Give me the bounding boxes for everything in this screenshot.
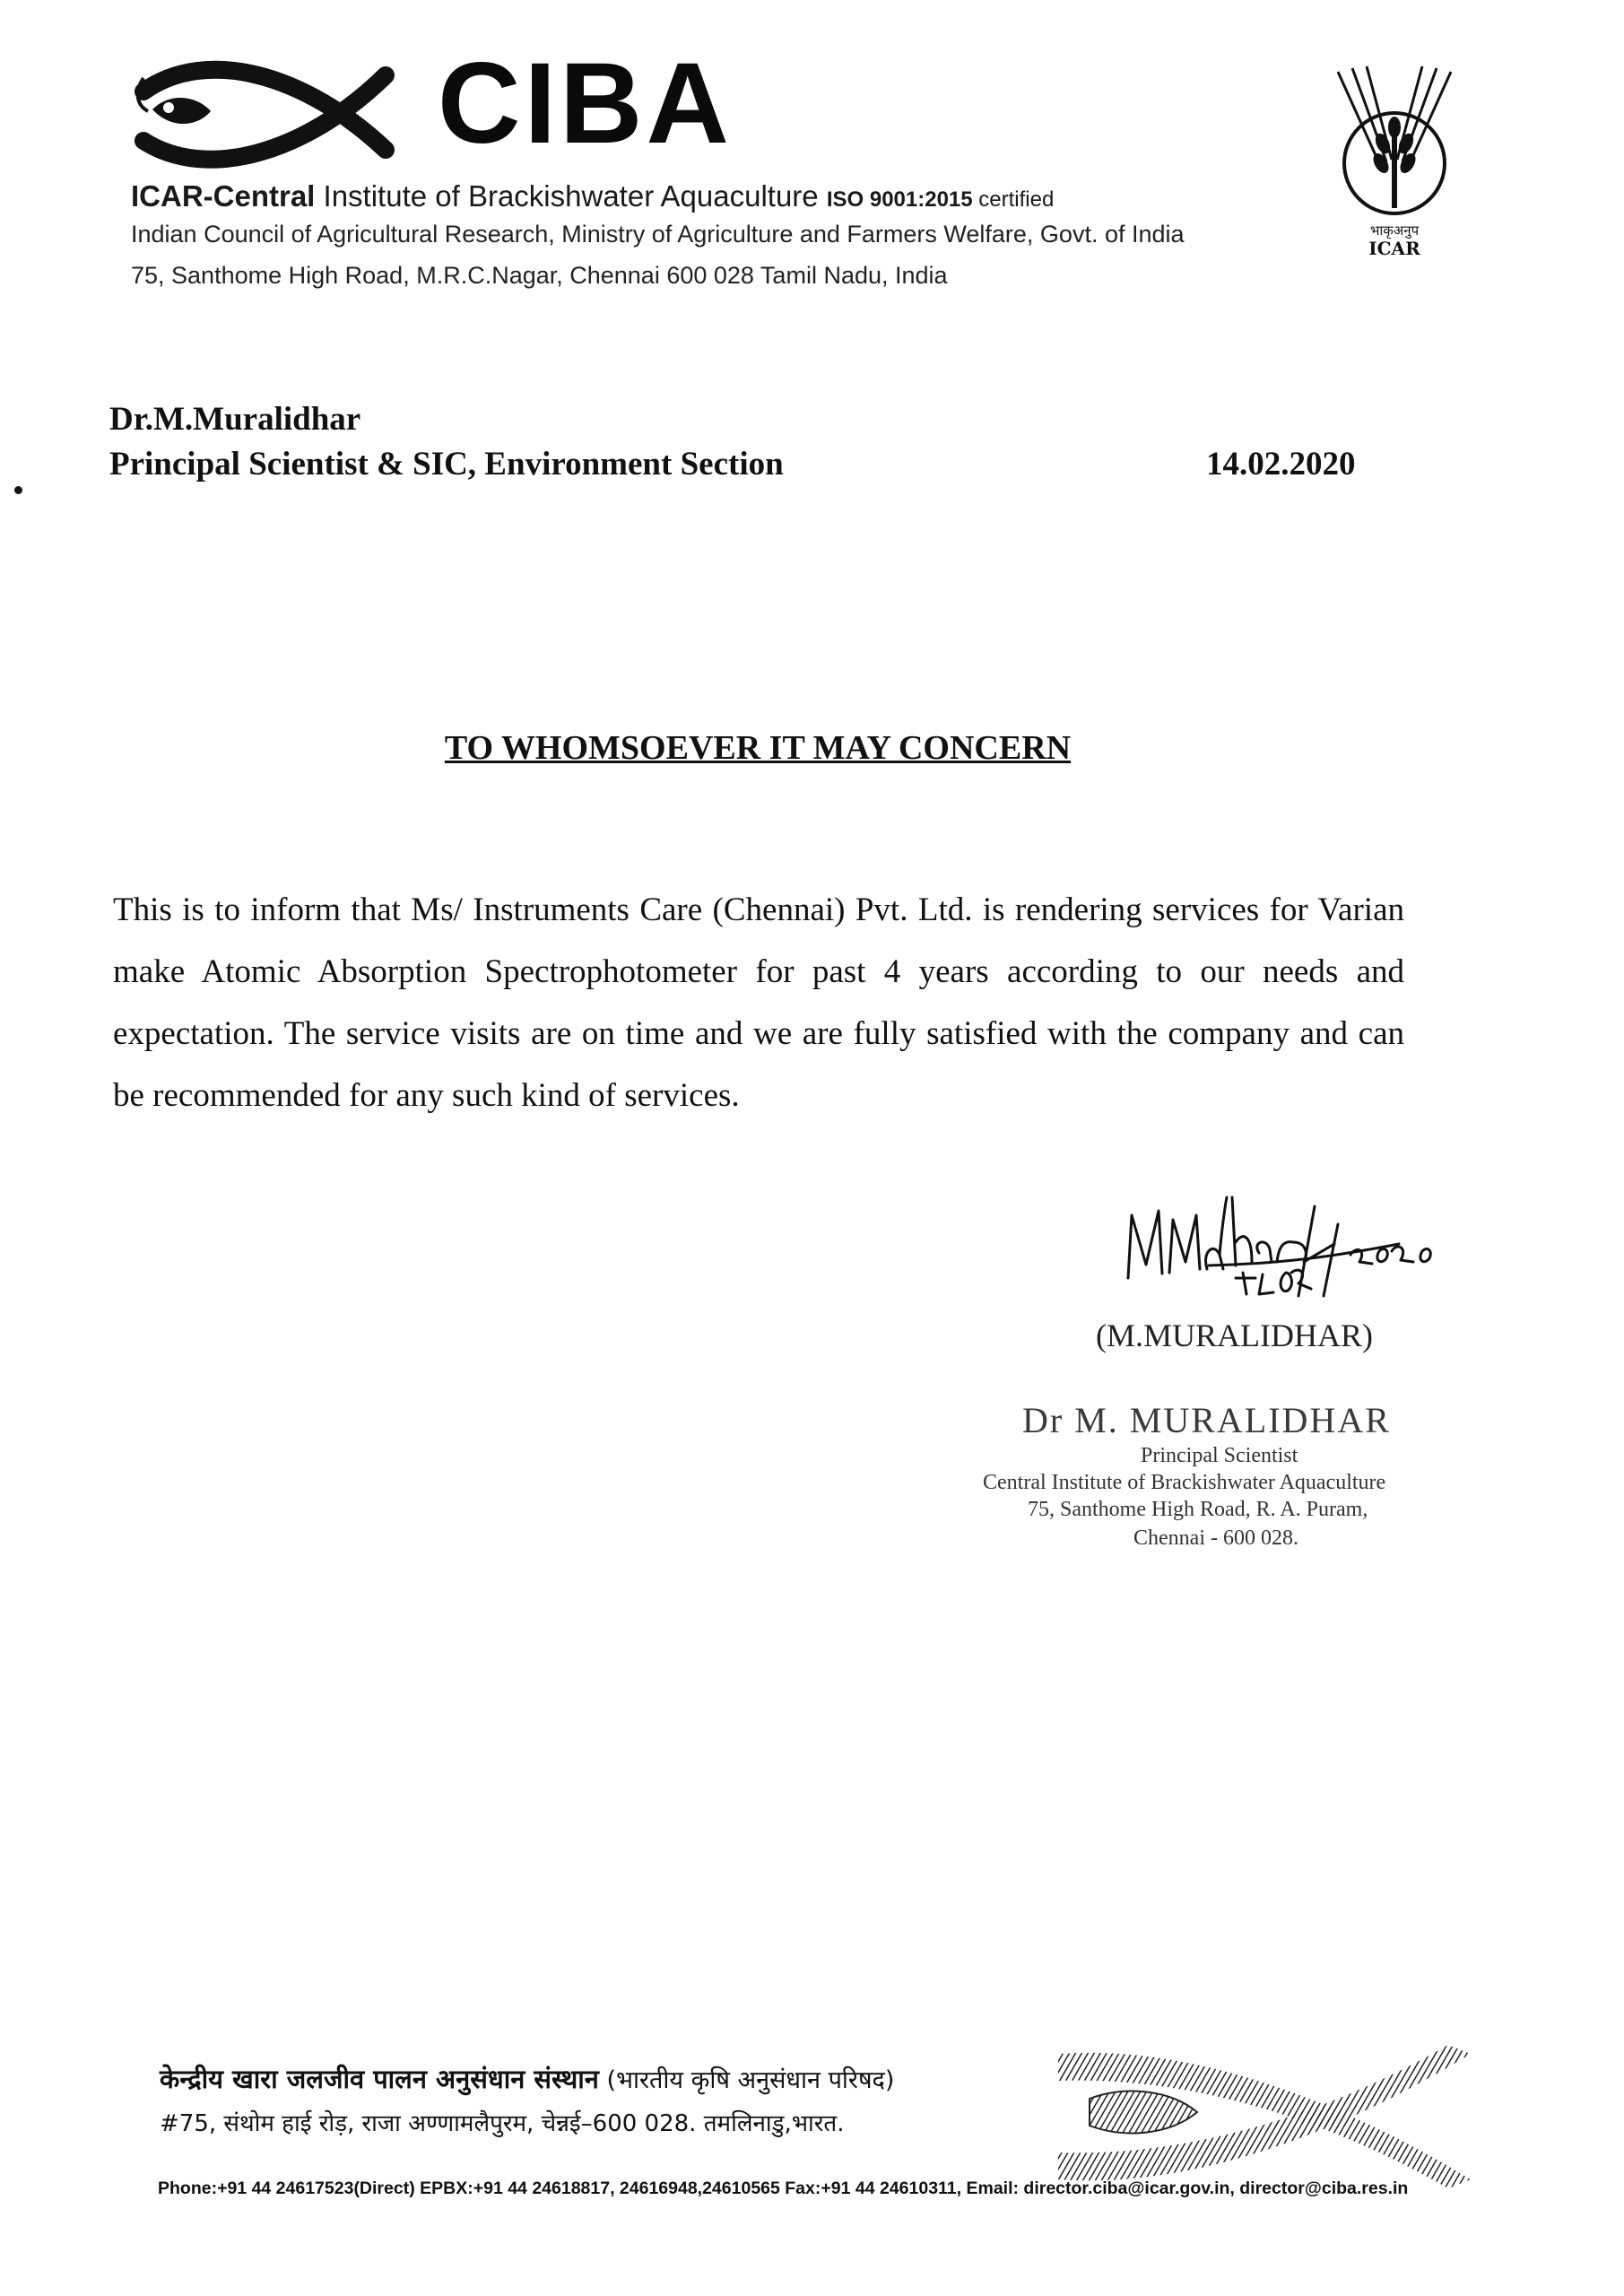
ciba-wordmark: CIBA <box>438 39 733 168</box>
ciba-fish-logo <box>126 56 395 172</box>
sender-name: Dr.M.Muralidhar <box>109 401 361 438</box>
icar-logo-hindi: भाकृअनुप <box>1369 222 1420 239</box>
footer-hindi-sub: (भारतीय कृषि अनुसंधान परिषद) <box>598 2066 895 2094</box>
stamp-city: Chennai - 600 028. <box>1133 1526 1298 1550</box>
certified-label: certified <box>972 187 1055 212</box>
sender-title: Principal Scientist & SIC, Environment Section <box>109 446 784 483</box>
institute-line <box>131 179 1054 213</box>
icar-logo-text: ICAR <box>1368 238 1420 259</box>
address-line: 75, Santhome High Road, M.R.C.Nagar, Chennai 600 028 Tamil Nadu, India <box>131 262 948 289</box>
inst-prefix: ICAR-Central <box>131 179 316 213</box>
stamp-institute: Central Institute of Brackishwater Aquaculture <box>983 1471 1386 1494</box>
footer-fish-logo <box>1054 2036 1475 2193</box>
stamp-address: 75, Santhome High Road, R. A. Puram, <box>1028 1498 1368 1521</box>
signature-printed-name: (M.MURALIDHAR) <box>1096 1318 1373 1353</box>
subject-heading: TO WHOMSOEVER IT MAY CONCERN <box>444 729 1072 767</box>
inst-name: Institute of Brackishwater Aquaculture <box>315 179 827 213</box>
handwritten-signature <box>1101 1179 1478 1323</box>
footer-hindi-name-text: केन्द्रीय खारा जलजीव पालन अनुसंधान संस्थान <box>160 2064 599 2094</box>
icar-logo <box>1327 65 1462 262</box>
stamp-name: Dr M. MURALIDHAR <box>1022 1400 1391 1440</box>
footer-hindi-name <box>160 2061 894 2096</box>
iso-label: ISO 9001:2015 <box>826 187 973 212</box>
footer-contact: Phone:+91 44 24617523(Direct) EPBX:+91 44 24618817, 24616948,24610565 Fax:+91 44 24610311, Email: director.ciba@icar.gov.in, director@ciba.res.in <box>158 2179 1409 2198</box>
footer-hindi-address: #75, संथोम हाई रोड़, राजा अण्णामलैपुरम, चेन्नई–600 028. तमलिनाडु,भारत. <box>160 2110 845 2137</box>
letter-date: 14.02.2020 <box>1206 446 1356 483</box>
council-line: Indian Council of Agricultural Research, Ministry of Agriculture and Farmers Welfare, Govt. of India <box>131 221 1185 248</box>
body-paragraph: This is to inform that Ms/ Instruments Care (Chennai) Pvt. Ltd. is rendering services for Varian make Atomic Absorption Spectrophotometer for past 4 years according to our needs and expectation. The service visits are on time and we are fully satisfied with the company and can be recommended for any such kind of services. <box>113 891 1404 1114</box>
stamp-title: Principal Scientist <box>1141 1444 1298 1467</box>
margin-dot <box>14 486 22 494</box>
